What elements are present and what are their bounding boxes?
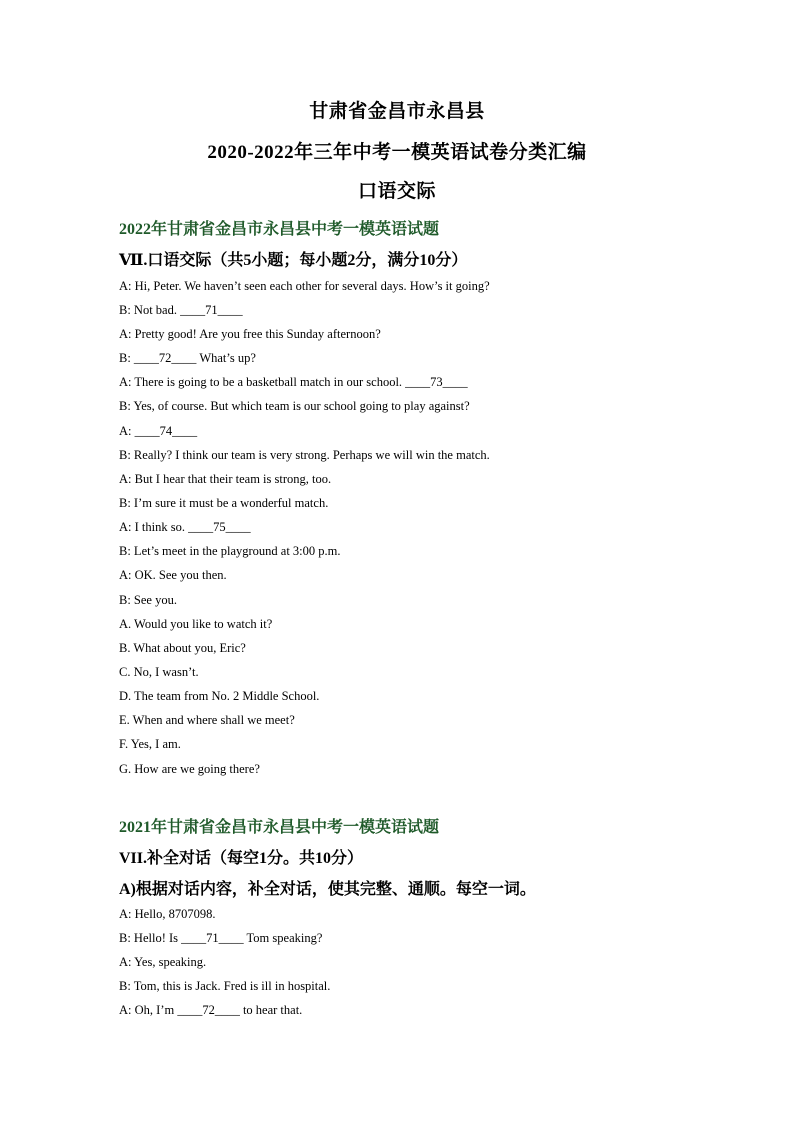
dialogue-line: B: Let’s meet in the playground at 3:00 p.m.	[119, 544, 341, 558]
dialogue-line: A: OK. See you then.	[119, 568, 227, 582]
dialogue-line: A: ____74____	[119, 424, 198, 438]
dialogue-line: A: Oh, I’m ____72____ to hear that.	[119, 1003, 303, 1017]
answer-option: F. Yes, I am.	[119, 737, 181, 751]
document-title-line-1: 甘肃省金昌市永昌县	[309, 101, 485, 122]
dialogue-line: A: Hi, Peter. We haven’t seen each other for several days. How’s it going?	[119, 279, 490, 293]
dialogue-line: A: Hello, 8707098.	[119, 907, 216, 921]
dialogue-line: B: ____72____ What’s up?	[119, 351, 256, 365]
dialogue-line: A: There is going to be a basketball match in our school. ____73____	[119, 375, 468, 389]
answer-option: D. The team from No. 2 Middle School.	[119, 689, 320, 703]
section-2021-heading: 2021年甘肃省金昌市永昌县中考一模英语试题	[119, 819, 440, 836]
dialogue-line: A: I think so. ____75____	[119, 520, 251, 534]
document-title-line-3: 口语交际	[357, 181, 436, 202]
dialogue-line: B: Hello! Is ____71____ Tom speaking?	[119, 931, 323, 945]
section-2022-heading: 2022年甘肃省金昌市永昌县中考一模英语试题	[119, 221, 440, 238]
dialogue-line: A: Pretty good! Are you free this Sunday afternoon?	[119, 327, 381, 341]
dialogue-line: B: Yes, of course. But which team is our school going to play against?	[119, 399, 470, 413]
dialogue-line: A: But I hear that their team is strong, too.	[119, 472, 332, 486]
dialogue-line: A: Yes, speaking.	[119, 955, 207, 969]
answer-option: A. Would you like to watch it?	[119, 617, 273, 631]
document-title-line-2: 2020-2022年三年中考一模英语试卷分类汇编	[207, 142, 587, 163]
answer-option: E. When and where shall we meet?	[119, 713, 295, 727]
answer-option: G. How are we going there?	[119, 762, 260, 776]
dialogue-line: B: Really? I think our team is very strong. Perhaps we will win the match.	[119, 448, 490, 462]
section-2022-instruction: Ⅶ.口语交际（共5小题；每小题2分，满分10分）	[119, 252, 468, 269]
section-2021-sub-instruction: A)根据对话内容，补全对话，使其完整、通顺。每空一词。	[119, 881, 536, 898]
dialogue-line: B: Not bad. ____71____	[119, 303, 243, 317]
dialogue-line: B: I’m sure it must be a wonderful match.	[119, 496, 329, 510]
dialogue-line: B: Tom, this is Jack. Fred is ill in hospital.	[119, 979, 331, 993]
answer-option: B. What about you, Eric?	[119, 641, 246, 655]
section-2021-instruction: VII.补全对话（每空1分。共10分）	[119, 850, 364, 867]
dialogue-line: B: See you.	[119, 593, 177, 607]
answer-option: C. No, I wasn’t.	[119, 665, 199, 679]
